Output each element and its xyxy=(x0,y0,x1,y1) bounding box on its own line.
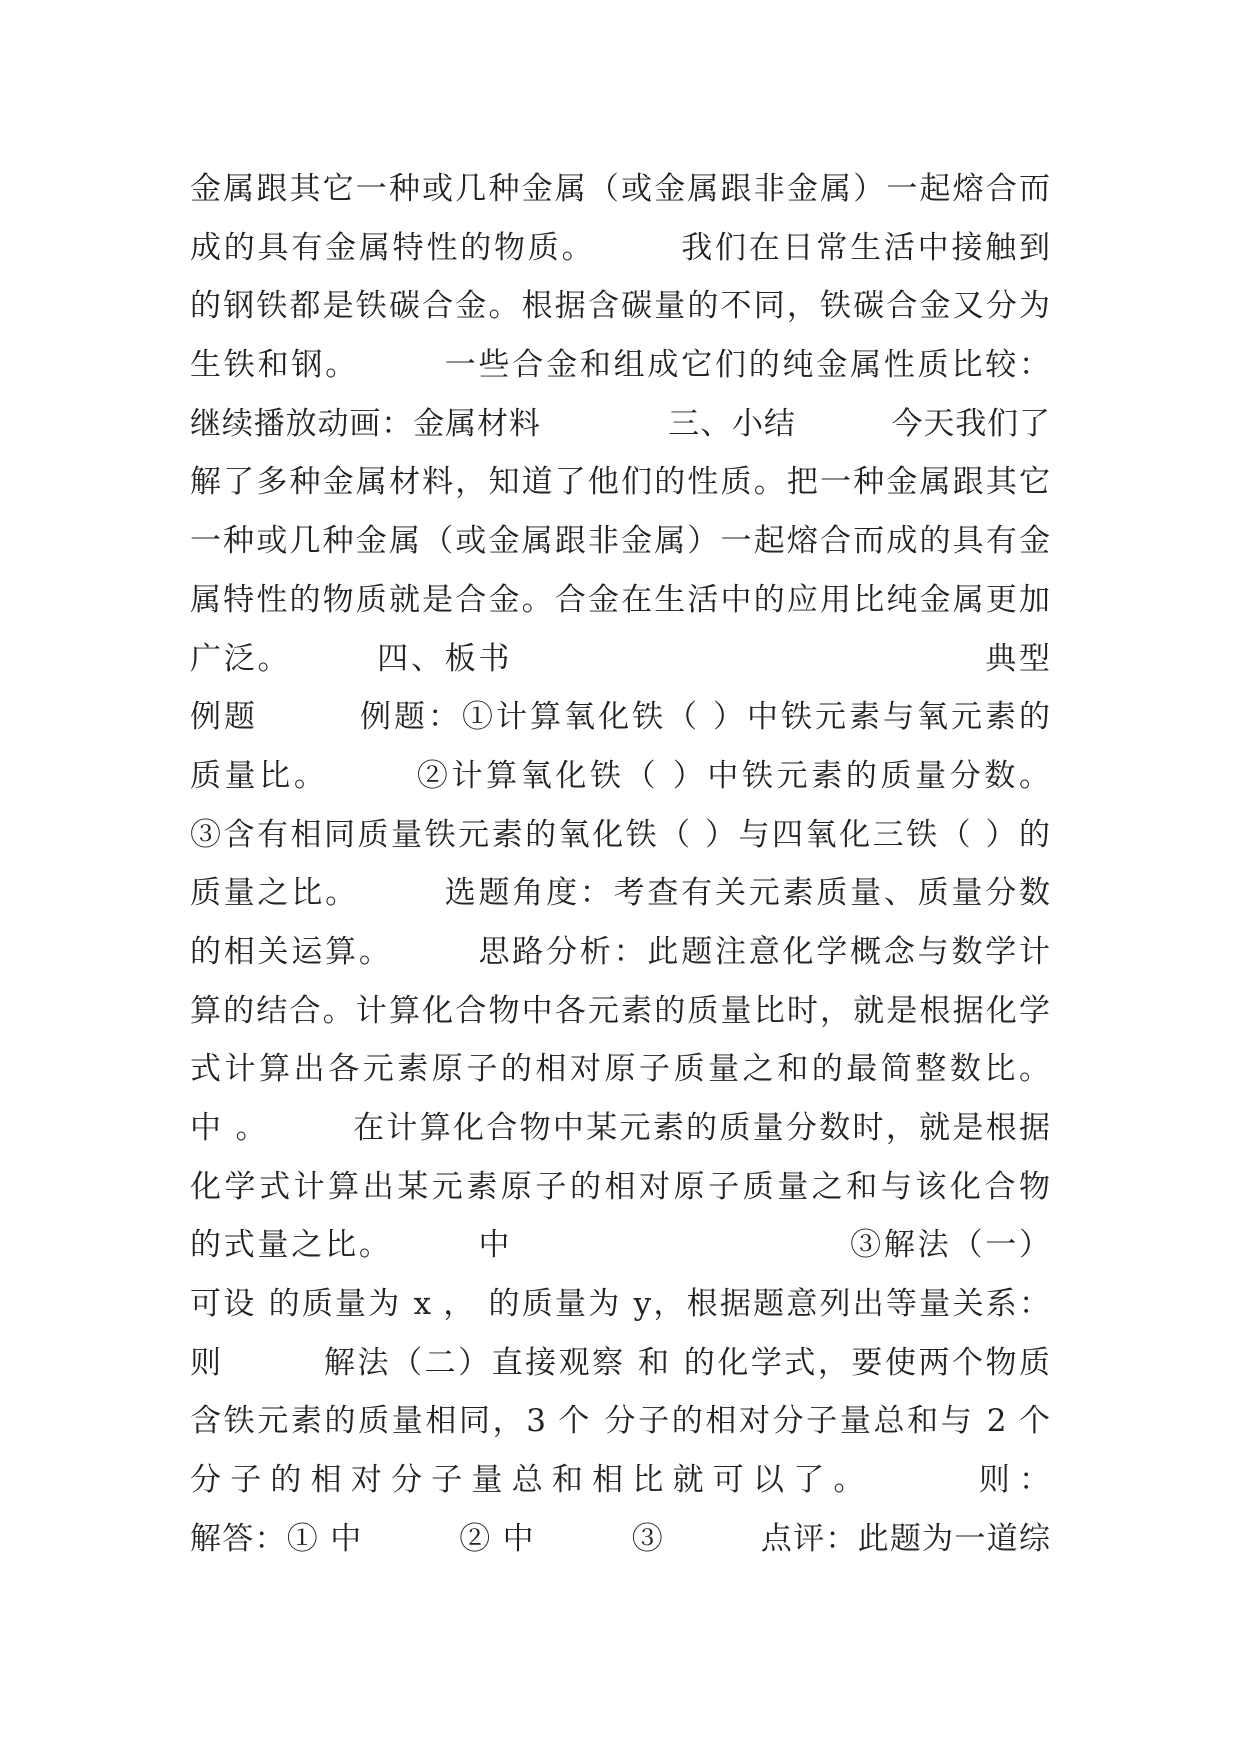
text-line: 成的具有金属特性的物质。 我们在日常生活中接触到 xyxy=(190,229,1050,266)
text-line: 含铁元素的质量相同，3 个 分子的相对分子量总和与 2 个 xyxy=(190,1403,1050,1440)
text-line: 质量之比。 选题角度：考查有关元素质量、质量分数 xyxy=(190,875,1050,912)
text-line: 分子的相对分子量总和相比就可以了。 则： xyxy=(190,1462,1050,1499)
text-line: 解答：① 中 ② 中 ③ 点评：此题为一道综 xyxy=(190,1520,1050,1557)
text-line: 的相关运算。 思路分析：此题注意化学概念与数学计 xyxy=(190,933,1050,970)
text-line: 可设 的质量为 x ， 的质量为 y，根据题意列出等量关系： xyxy=(190,1286,1050,1323)
body-text xyxy=(190,160,1050,1569)
text-line: 中 。 在计算化合物中某元素的质量分数时，就是根据 xyxy=(190,1110,1050,1146)
text-line: 的钢铁都是铁碳合金。根据含碳量的不同，铁碳合金又分为 xyxy=(190,288,1050,325)
text-line: 广泛。 四、板书 典型 xyxy=(190,640,1050,677)
text-line: 的式量之比。 中 ③解法（一） xyxy=(190,1227,1050,1264)
text-line: 解了多种金属材料，知道了他们的性质。把一种金属跟其它 xyxy=(190,464,1050,501)
text-line: 例题 例题：①计算氧化铁（ ）中铁元素与氧元素的 xyxy=(190,699,1050,736)
text-line: 继续播放动画：金属材料 三、小结 今天我们了 xyxy=(190,405,1050,442)
text-line: 算的结合。计算化合物中各元素的质量比时，就是根据化学 xyxy=(190,992,1050,1029)
text-line: 质量比。 ②计算氧化铁（ ）中铁元素的质量分数。 xyxy=(190,757,1050,794)
text-line: 一种或几种金属（或金属跟非金属）一起熔合而成的具有金 xyxy=(190,523,1050,560)
text-line: 属特性的物质就是合金。合金在生活中的应用比纯金属更加 xyxy=(190,581,1050,618)
text-line: 式计算出各元素原子的相对原子质量之和的最简整数比。 xyxy=(190,1051,1050,1088)
text-line: 则 解法（二）直接观察 和 的化学式，要使两个物质 xyxy=(190,1344,1050,1381)
text-line: 生铁和钢。 一些合金和组成它们的纯金属性质比较： xyxy=(190,347,1050,384)
text-line: 金属跟其它一种或几种金属（或金属跟非金属）一起熔合而 xyxy=(190,171,1050,207)
text-line: 化学式计算出某元素原子的相对原子质量之和与该化合物 xyxy=(190,1168,1050,1205)
text-line: ③含有相同质量铁元素的氧化铁（ ）与四氧化三铁（ ）的 xyxy=(190,816,1050,853)
